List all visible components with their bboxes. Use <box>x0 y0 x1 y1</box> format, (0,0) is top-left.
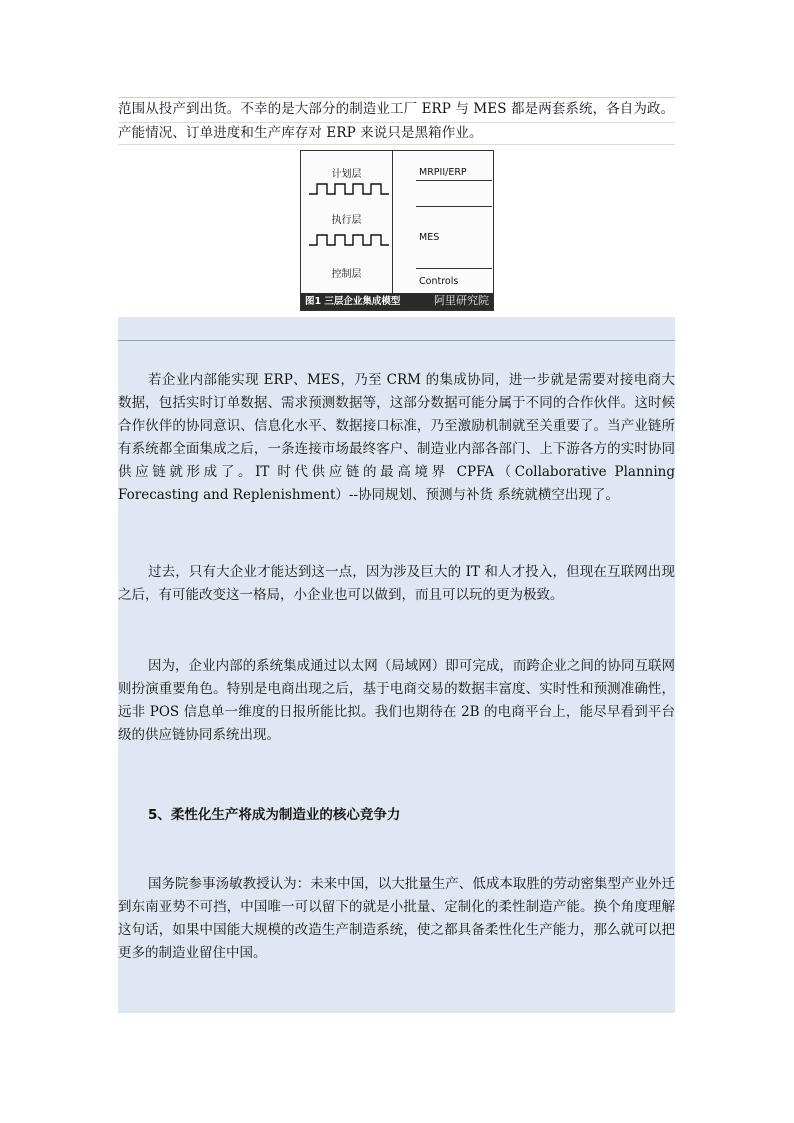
intro-line-1: 范围从投产到出货。不幸的是大部分的制造业工厂 ERP 与 MES 都是两套系统，各自为政。 <box>118 97 675 123</box>
figure-caption <box>301 293 493 310</box>
label-controls: Controls <box>419 276 459 287</box>
pulse-wave-icon <box>309 233 389 247</box>
label-mrpii-erp: MRPII/ERP <box>419 167 467 178</box>
watermark: 阿里研究院 <box>434 294 489 307</box>
label-planning-layer: 计划层 <box>331 169 362 180</box>
article-panel <box>118 317 675 1013</box>
paragraph-ethernet: 因为，企业内部的系统集成通过以太网（局域网）即可完成，而跨企业之间的协同互联网则扮演重要角色。特别是电商出现之后，基于电商交易的数据丰富度、实时性和预测准确性，远非 POS 信息单一维度的日报所能比拟。我们也期待在 2B 的电商平台上，能尽早看到平台级的供应链协同系统出现。 <box>118 658 675 743</box>
three-layer-model-figure <box>300 150 494 311</box>
intro-line-2: 产能情况、订单进度和生产库存对 ERP 来说只是黑箱作业。 <box>118 122 675 145</box>
figure-rule <box>416 180 492 181</box>
label-execution-layer: 执行层 <box>331 215 362 226</box>
label-mes: MES <box>419 232 440 243</box>
label-control-layer: 控制层 <box>331 269 362 280</box>
paragraph-flexible-manufacturing: 国务院参事汤敏教授认为：未来中国，以大批量生产、低成本取胜的劳动密集型产业外迁到东南亚势不可挡，中国唯一可以留下的就是小批量、定制化的柔性制造产能。换个角度理解这句话，如果中国能大规模的改造生产制造系统，使之都具备柔性化生产能力，那么就可以把更多的制造业留住中国。 <box>118 876 675 961</box>
figure-rule <box>416 206 492 207</box>
figure-rule <box>416 268 492 269</box>
panel-divider <box>118 340 675 341</box>
figure-divider <box>392 151 393 310</box>
section-heading: 5、柔性化生产将成为制造业的核心竞争力 <box>148 807 401 823</box>
paragraph-past: 过去，只有大企业才能达到这一点，因为涉及巨大的 IT 和人才投入，但现在互联网出现之后，有可能改变这一格局，小企业也可以做到，而且可以玩的更为极致。 <box>118 564 675 603</box>
paragraph-crm-integration: 若企业内部能实现 ERP、MES，乃至 CRM 的集成协同，进一步就是需要对接电商大数据，包括实时订单数据、需求预测数据等，这部分数据可能分属于不同的合作伙伴。这时候合作伙伴的协同意识、信息化水平、数据接口标准，乃至激励机制就至关重要了。当产业链所有系统都全面集成之后，一条连接市场最终客户、制造业内部各部门、上下游各方的实时协同供应链就形成了。IT 时代供应链的最高境界 CPFA（Collaborative Planning Forecasting and Replenishment）--协同规划、预测与补货 系统就横空出现了。 <box>118 372 675 503</box>
pulse-wave-icon <box>309 182 389 196</box>
figure-caption-text: 图1 三层企业集成模型 <box>305 296 401 307</box>
